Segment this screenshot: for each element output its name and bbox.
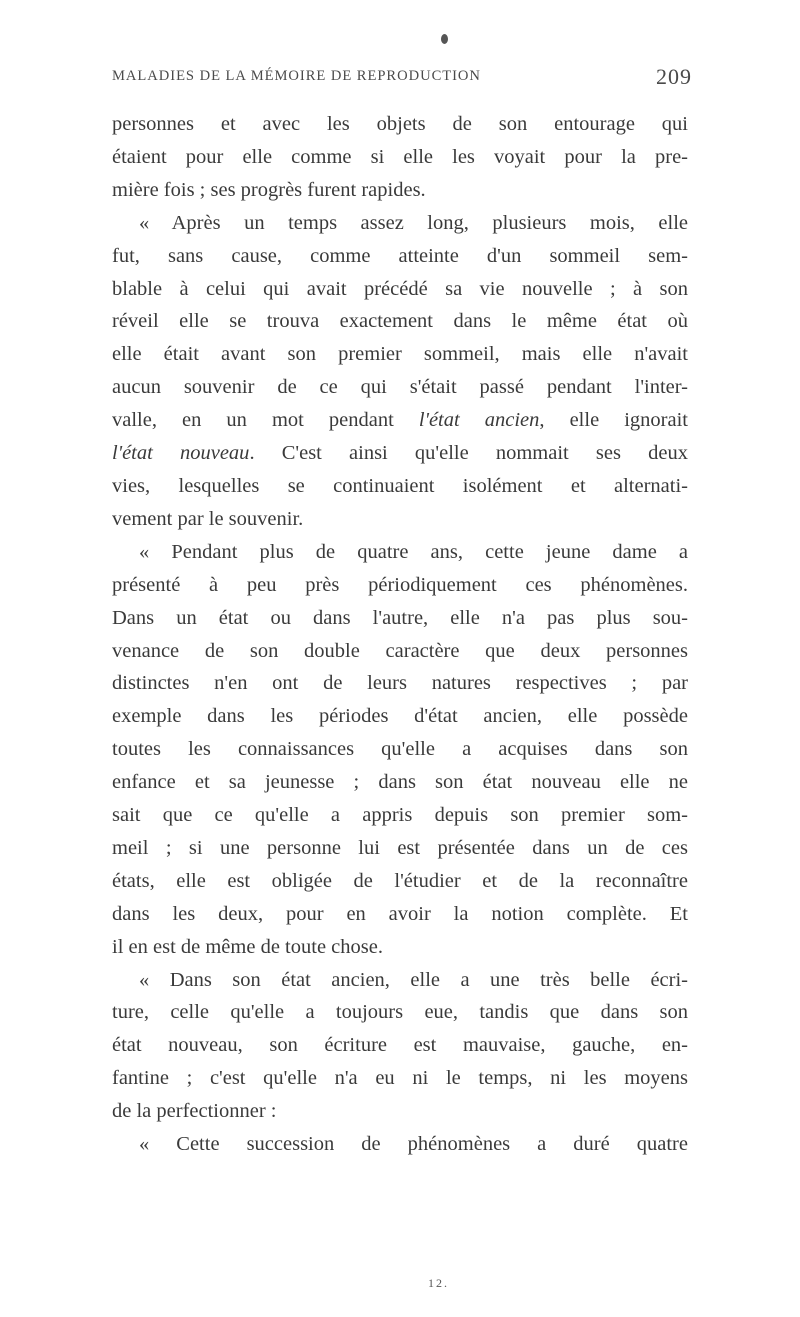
text-line: état nouveau, son écriture est mauvaise, gauche, en- [112,1034,688,1057]
text-line: « Pendant plus de quatre ans, cette jeune dame a [139,540,688,563]
body-text [112,108,688,1161]
text-line: distinctes n'en ont de leurs natures respectives ; par [112,672,688,695]
text-line: il en est de même de toute chose. [112,935,383,958]
signature-mark: 12. [428,1276,449,1290]
text-line: vies, lesquelles se continuaient isolément et alternati- [112,474,688,497]
text-line: de la perfectionner : [112,1100,277,1123]
text-line: mière fois ; ses progrès furent rapides. [112,178,426,201]
running-head: MALADIES DE LA MÉMOIRE DE REPRODUCTION [112,68,481,84]
italic-term: l'état ancien [418,409,540,432]
text-line: ture, celle qu'elle a toujours eue, tandis que dans son [112,1001,688,1024]
text-line: elle était avant son premier sommeil, mais elle n'avait [112,343,688,366]
text-line: enfance et sa jeunesse ; dans son état nouveau elle ne [112,771,688,794]
text-line: exemple dans les périodes d'état ancien, elle possède [112,705,688,728]
text-line: sait que ce qu'elle a appris depuis son premier som- [112,804,688,827]
text-line: fantine ; c'est qu'elle n'a eu ni le temps, ni les moyens [112,1067,688,1090]
printer-dot-mark [441,34,448,44]
text-line: « Dans son état ancien, elle a une très belle écri- [139,968,688,991]
text-line: meil ; si une personne lui est présentée dans un de ces [112,836,688,859]
text-line: « Après un temps assez long, plusieurs mois, elle [139,211,688,234]
text-line: Dans un état ou dans l'autre, elle n'a pas plus sou- [112,606,688,629]
text-line: dans les deux, pour en avoir la notion complète. Et [112,902,688,925]
page-number: 209 [656,64,692,89]
page-header [112,64,692,94]
text-line: toutes les connaissances qu'elle a acquises dans son [112,738,688,761]
text-line: états, elle est obligée de l'étudier et de la reconnaître [112,869,688,892]
text-line: étaient pour elle comme si elle les voyait pour la pre- [112,145,688,168]
text-line: valle, en un mot pendant l'état ancien, elle ignorait [112,409,688,432]
text-line: fut, sans cause, comme atteinte d'un sommeil sem- [112,244,688,267]
text-line: l'état nouveau. C'est ainsi qu'elle nommait ses deux [112,442,688,465]
italic-term: l'état nouveau [112,442,250,465]
text-line: réveil elle se trouva exactement dans le même état où [112,310,688,333]
text-line: vement par le souvenir. [112,507,304,530]
text-line: personnes et avec les objets de son entourage qui [112,113,688,135]
text-line: présenté à peu près périodiquement ces phénomènes. [112,573,688,596]
text-line: blable à celui qui avait précédé sa vie nouvelle ; à son [112,277,688,300]
text-line: venance de son double caractère que deux personnes [112,639,688,662]
text-line: « Cette succession de phénomènes a duré quatre [139,1133,688,1156]
text-line: aucun souvenir de ce qui s'était passé pendant l'inter- [112,376,688,399]
